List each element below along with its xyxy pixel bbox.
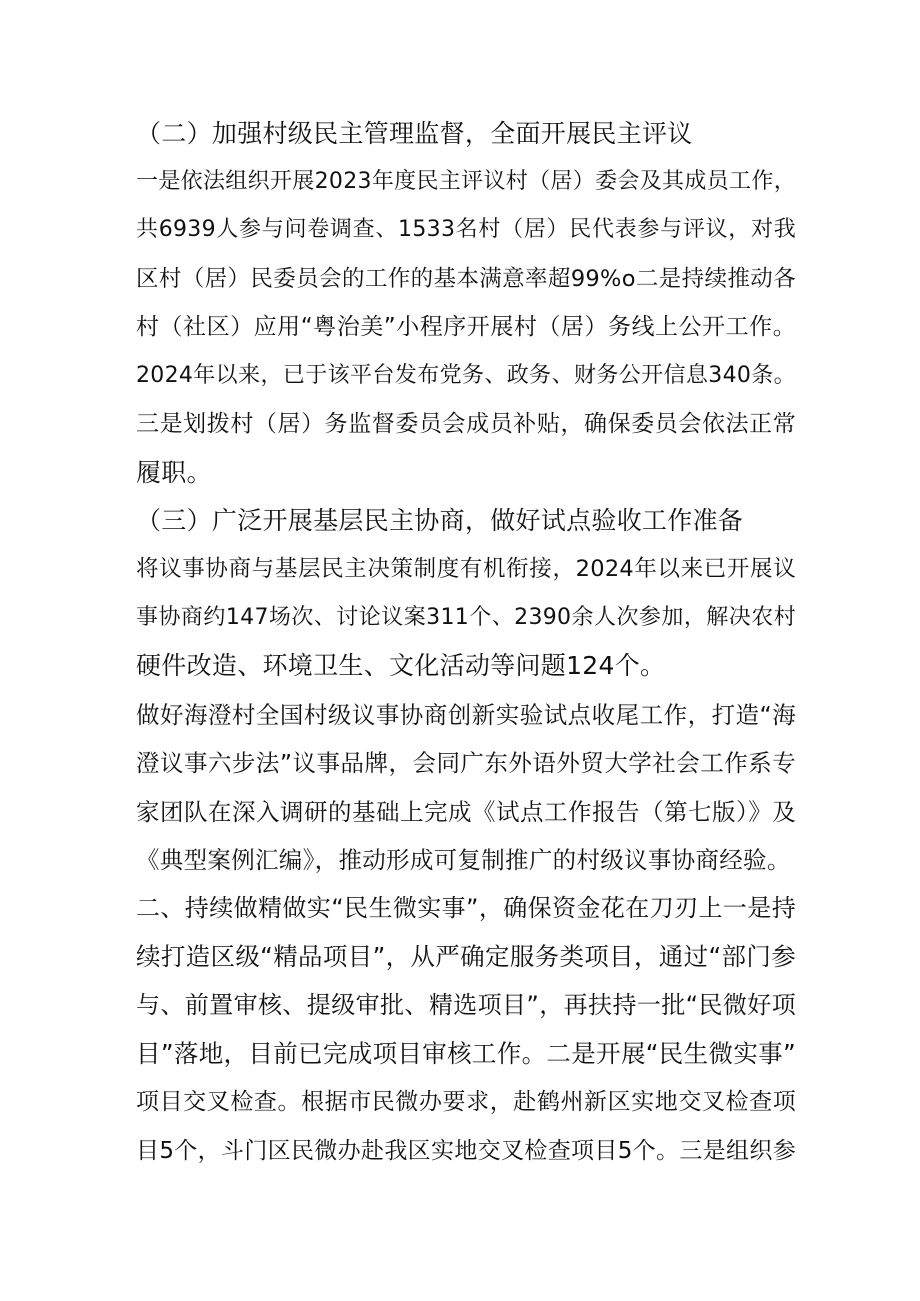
paragraph-line: 澄议事六步法”议事品牌，会同广东外语外贸大学社会工作系专 bbox=[136, 749, 796, 777]
paragraph-line: 与、前置审核、提级审批、精选项目”，再扶持一批“民微好项 bbox=[136, 991, 796, 1019]
paragraph-line: 做好海澄村全国村级议事协商创新实验试点收尾工作，打造“海 bbox=[136, 701, 796, 729]
paragraph-line: 事协商约147场次、讨论议案311个、2390余人次参加，解决农村 bbox=[136, 605, 796, 630]
section-heading-two-line: 二、持续做精做实“民生微实事”，确保资金花在刀刃上一是持 bbox=[136, 894, 796, 922]
paragraph-line: 续打造区级“精品项目”，从严确定服务类项目，通过“部门参 bbox=[136, 942, 796, 971]
paragraph-line: 项目交叉检查。根据市民微办要求，赴鹤州新区实地交叉检查项 bbox=[136, 1089, 796, 1115]
paragraph-line: 家团队在深入调研的基础上完成《试点工作报告（第七版）》及 bbox=[136, 798, 796, 826]
paragraph-line: 三是划拨村（居）务监督委员会成员补贴，确保委员会依法正常 bbox=[136, 411, 796, 437]
section-heading-3: （三）广泛开展基层民主协商，做好试点验收工作准备 bbox=[136, 506, 744, 535]
paragraph-line: 目”落地，目前已完成项目审核工作。二是开展“民生微实事” bbox=[136, 1039, 796, 1068]
section-heading-2: （二）加强村级民主管理监督，全面开展民主评议 bbox=[136, 119, 693, 148]
paragraph-line: 区村（居）民委员会的工作的基本满意率超99%o二是持续推动各 bbox=[136, 266, 796, 292]
paragraph-line: 目5个，斗门区民微办赴我区实地交叉检查项目5个。三是组织参 bbox=[136, 1138, 796, 1164]
paragraph-line: 村（社区）应用“粤治美”小程序开展村（居）务线上公开工作。 bbox=[136, 314, 796, 340]
paragraph-line: 履职。 bbox=[136, 458, 212, 487]
paragraph-line: 将议事协商与基层民主决策制度有机衔接，2024年以来已开展议 bbox=[136, 556, 796, 582]
paragraph-line: 共6939人参与问卷调查、1533名村（居）民代表参与评议，对我 bbox=[136, 217, 796, 242]
paragraph-line: 《典型案例汇编》，推动形成可复制推广的村级议事协商经验。 bbox=[136, 846, 791, 874]
paragraph-line: 硬件改造、环境卫生、文化活动等问题124个。 bbox=[136, 651, 666, 680]
paragraph-line: 一是依法组织开展2023年度民主评议村（居）委会及其成员工作， bbox=[136, 169, 796, 194]
paragraph-line: 2024年以来，已于该平台发布党务、政务、财务公开信息340条。 bbox=[136, 363, 796, 388]
